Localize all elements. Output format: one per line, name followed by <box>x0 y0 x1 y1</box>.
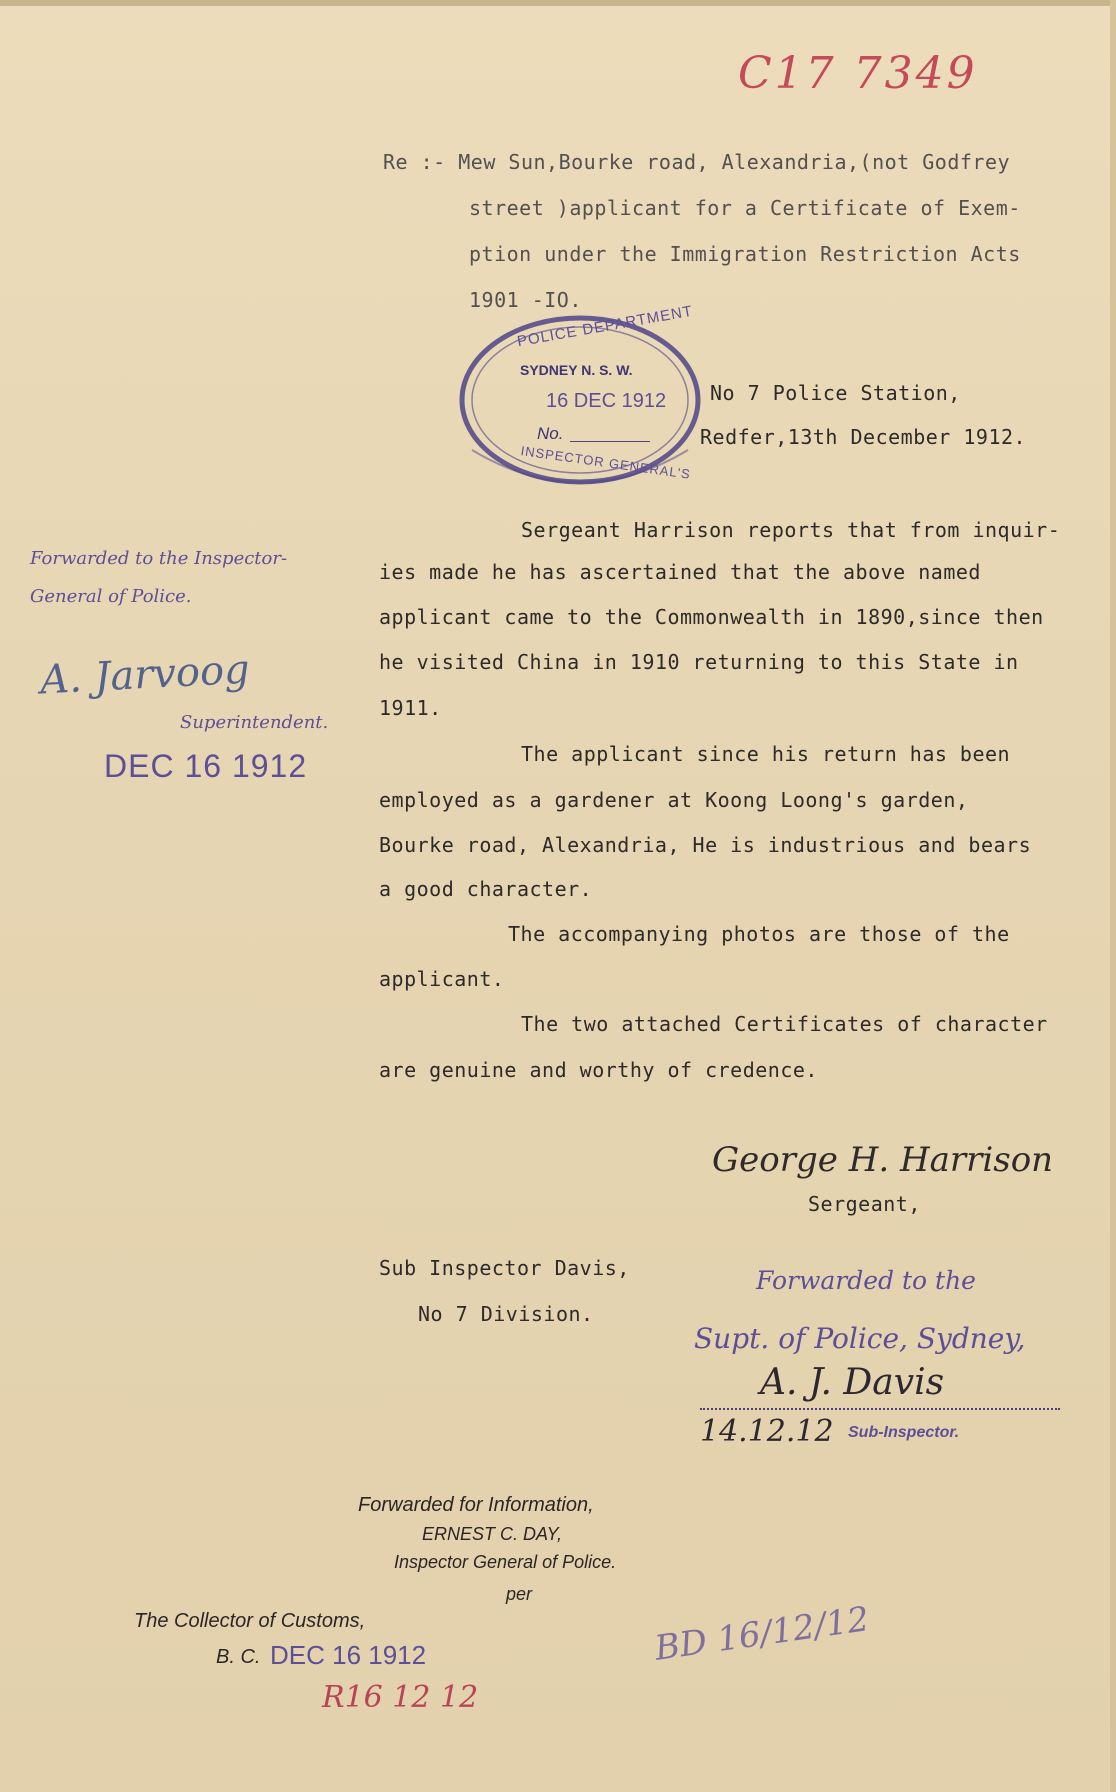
davis-date: 14.12.12 <box>700 1414 834 1449</box>
stamp-city: SYDNEY N. S. W. <box>520 362 633 378</box>
customs-forward-per: per <box>506 1584 533 1604</box>
report-line-3: applicant came to the Commonwealth in 1890,since then <box>379 605 1044 629</box>
addressee-line-2: No 7 Division. <box>418 1302 594 1326</box>
report-line-7: employed as a gardener at Koong Loong's garden, <box>379 788 969 812</box>
davis-role: Sub-Inspector. <box>848 1424 960 1441</box>
davis-forward-line-1: Forwarded to the <box>756 1266 976 1295</box>
report-line-5: 1911. <box>379 696 442 720</box>
stamp-date: 16 DEC 1912 <box>546 390 667 412</box>
superintendent-date-stamp: DEC 16 1912 <box>104 748 308 784</box>
report-line-4: he visited China in 1910 returning to this State in <box>379 650 1019 674</box>
stamp-no: No. <box>537 424 564 443</box>
addressee-line-1: Sub Inspector Davis, <box>379 1256 630 1280</box>
margin-note-line-2: General of Police. <box>30 586 192 607</box>
customs-forward-line-1: Forwarded for Information, <box>358 1494 594 1516</box>
collector-of-customs: The Collector of Customs, <box>134 1610 366 1632</box>
stamp-bottom-text: INSPECTOR GENERAL'S <box>519 443 692 482</box>
subject-line-2: street )applicant for a Certificate of Exem- <box>469 196 1021 220</box>
report-line-10: The accompanying photos are those of the <box>508 922 1010 946</box>
station-date-line: Redfer,13th December 1912. <box>700 425 1027 449</box>
page-edge-top <box>0 0 1116 6</box>
customs-bc: B. C. <box>216 1646 261 1668</box>
davis-signature: A. J. Davis <box>760 1362 945 1403</box>
report-line-13: are genuine and worthy of credence. <box>379 1058 818 1082</box>
stamp-top-text: POLICE DEPARTMENT <box>515 302 695 351</box>
report-line-6: The applicant since his return has been <box>521 742 1011 766</box>
customs-forward-line-3: Inspector General of Police. <box>394 1552 617 1572</box>
davis-signature-line <box>700 1408 1060 1410</box>
report-line-11: applicant. <box>379 967 505 991</box>
station-line: No 7 Police Station, <box>710 381 961 405</box>
sergeant-title: Sergeant, <box>808 1192 921 1216</box>
subject-line-1: Re :- Mew Sun,Bourke road, Alexandria,(not Godfrey <box>383 150 1011 174</box>
subject-line-3: ption under the Immigration Restriction Acts <box>469 242 1021 266</box>
superintendent-signature: A. Jarvoog <box>38 646 251 704</box>
report-line-12: The two attached Certificates of character <box>521 1012 1048 1036</box>
report-line-9: a good character. <box>379 877 593 901</box>
davis-forward-line-2: Supt. of Police, Sydney, <box>694 1322 1026 1355</box>
customs-date-stamp: DEC 16 1912 <box>270 1640 427 1670</box>
subject-line-4: 1901 -IO. <box>469 288 582 312</box>
reference-number: C17 7349 <box>738 48 978 99</box>
report-line-1: Sergeant Harrison reports that from inquir- <box>521 518 1061 542</box>
stamp-no-line <box>570 441 650 442</box>
pencil-initials: BD 16/12/12 <box>652 1599 872 1669</box>
red-date-note: R16 12 12 <box>322 1680 479 1715</box>
customs-forward-line-2: ERNEST C. DAY, <box>422 1524 563 1544</box>
margin-note-line-1: Forwarded to the Inspector- <box>30 548 288 569</box>
report-line-8: Bourke road, Alexandria, He is industrious and bears <box>379 833 1032 857</box>
report-line-2: ies made he has ascertained that the above named <box>379 560 981 584</box>
sergeant-signature: George H. Harrison <box>712 1140 1054 1180</box>
superintendent-title: Superintendent. <box>180 712 329 733</box>
page-edge-right <box>1110 0 1116 1792</box>
